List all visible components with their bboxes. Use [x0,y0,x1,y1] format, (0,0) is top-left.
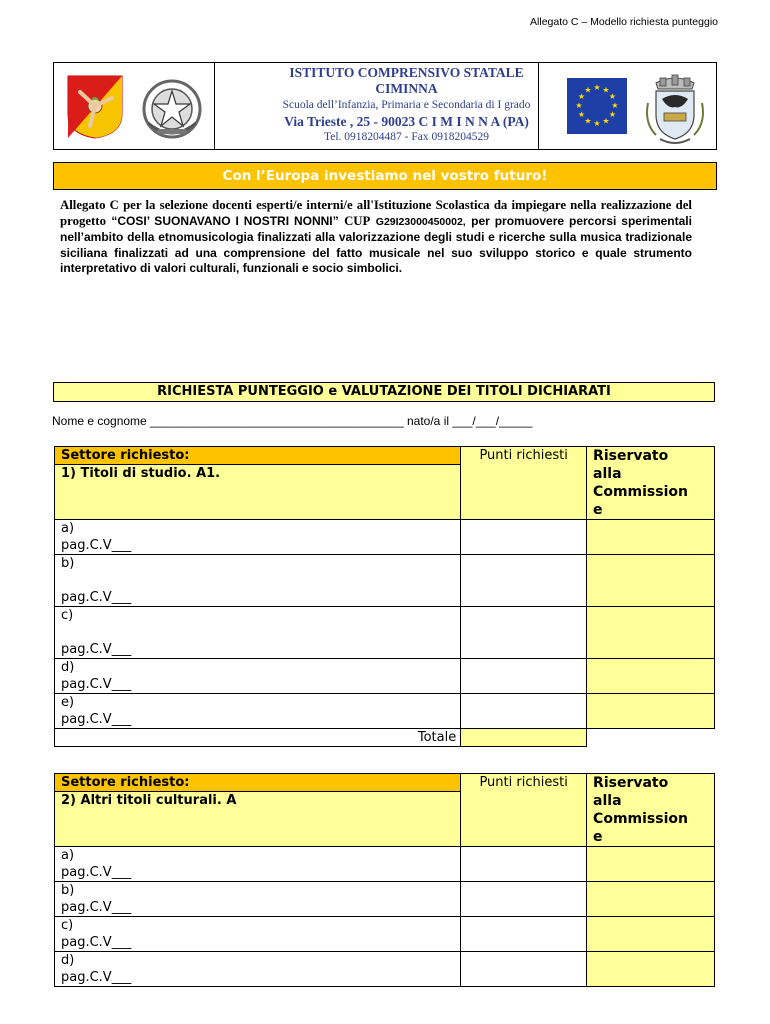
table1-col-punti: Punti richiesti [461,447,587,520]
row-letter: b) [61,883,75,898]
riservato-line: e [593,502,603,518]
europe-banner: Con l’Europa investiamo nel vostro futuro! [53,162,717,190]
european-union-flag [567,78,627,134]
row-page: pag.C.V___ [61,935,132,950]
table-row [55,952,715,987]
row-label [55,917,461,952]
row-page: pag.C.V___ [61,970,132,985]
riservato-line: alla [593,793,622,809]
altri-titoli-table [54,773,715,987]
table2-col-punti: Punti richiesti [461,774,587,847]
riservato-cell [587,694,715,729]
document-label: Allegato C – Modello richiesta punteggio [530,16,718,28]
svg-text:★: ★ [584,85,592,95]
table2-col-riservato [587,774,715,847]
punti-input-cell[interactable] [461,520,587,555]
row-page: pag.C.V___ [61,642,132,657]
riservato-line: e [593,829,603,845]
school-name-line2: CIMINNA [375,81,438,96]
row-letter: d) [61,660,75,675]
svg-text:★: ★ [575,101,583,110]
riservato-line: Riservato [593,448,669,464]
intro-paragraph [60,198,692,277]
ciminna-coat-of-arms [642,73,708,147]
riservato-line: Riservato [593,775,669,791]
titoli-studio-table [54,446,715,747]
svg-text:★: ★ [577,110,586,119]
riservato-line: Commission [593,811,688,827]
riservato-cell [587,659,715,694]
table-row [55,694,715,729]
table2-title: 2) Altri titoli culturali. A [61,793,237,808]
row-page: pag.C.V___ [61,712,132,727]
punti-input-cell[interactable] [461,607,587,659]
row-letter: e) [61,695,75,710]
italian-republic-emblem [140,77,204,141]
row-letter: c) [61,918,74,933]
table1-title: 1) Titoli di studio. A1. [61,466,221,481]
header-divider [538,63,539,149]
svg-text:★: ★ [611,101,619,110]
punti-input-cell[interactable] [461,694,587,729]
school-name-line1: ISTITUTO COMPRENSIVO STATALE [289,65,524,80]
svg-text:★: ★ [608,92,617,101]
riservato-line: alla [593,466,622,482]
riservato-cell [587,847,715,882]
totale-row [55,729,715,747]
svg-text:★: ★ [593,83,601,92]
intro-project: “COSI’ SUONAVANO I NOSTRI NONNI” [111,213,339,228]
svg-text:★: ★ [608,110,617,119]
row-letter: a) [61,521,75,536]
row-page: pag.C.V___ [61,538,132,553]
school-contacts: Tel. 0918204487 - Fax 0918204529 [324,131,489,143]
punti-input-cell[interactable] [461,659,587,694]
svg-text:★: ★ [602,85,610,95]
row-page: pag.C.V___ [61,590,132,605]
row-label [55,847,461,882]
riservato-cell [587,555,715,607]
table-row [55,659,715,694]
school-subtitle: Scuola dell’Infanzia, Primaria e Secondaria di I grado [282,99,531,111]
row-page: pag.C.V___ [61,900,132,915]
riservato-cell [587,917,715,952]
intro-part2: per promuovere percorsi sperimentali nell’ambito della etnomusicologia finalizzati alla valorizzazione degli studi e ricerche sulla musica tradizionale siciliana finalizzati ad una comprensione del fatto musicale nel suo sviluppo storico e quale strumento interpretativo di valori culturali, funzionali e socio simbolici. [60,213,692,276]
intro-cup-label: CUP [344,213,371,228]
totale-label: Totale [55,729,461,747]
table-row [55,847,715,882]
table-row [55,555,715,607]
logo-cell [54,63,215,149]
svg-text:★: ★ [593,119,601,128]
table-row [55,882,715,917]
row-page: pag.C.V___ [61,677,132,692]
table1-settore: Settore richiesto: [55,447,460,465]
row-label [55,952,461,987]
punti-input-cell[interactable] [461,917,587,952]
row-page: pag.C.V___ [61,865,132,880]
riservato-cell [587,882,715,917]
svg-text:★: ★ [577,92,586,101]
row-label [55,607,461,659]
punti-input-cell[interactable] [461,952,587,987]
table-row [55,917,715,952]
row-label [55,882,461,917]
table-row [55,520,715,555]
row-label [55,694,461,729]
sicily-region-logo [66,74,124,140]
school-address: Via Trieste , 25 - 90023 C I M I N N A (PA) [284,114,529,129]
totale-input-cell[interactable] [461,729,587,747]
school-header [53,62,717,150]
table-row [55,607,715,659]
intro-part1: Allegato C per la selezione docenti esperti/e interni/e all'Istituzione Scolastica da impiegare nella realizzazione del progetto [60,198,692,228]
riservato-cell [587,952,715,987]
punti-input-cell[interactable] [461,847,587,882]
row-label [55,555,461,607]
nome-cognome-line: Nome e cognome ______________________________________ nato/a il ___/___/_____ [52,414,533,428]
riservato-line: Commission [593,484,688,500]
empty-cell [587,729,715,747]
table2-settore: Settore richiesto: [55,774,460,792]
table1-col-riservato [587,447,715,520]
punti-input-cell[interactable] [461,882,587,917]
intro-cup-code: G29I23000450002, [375,215,466,228]
row-letter: b) [61,556,75,571]
table1-header-cell [55,447,461,520]
row-label [55,520,461,555]
row-letter: a) [61,848,75,863]
section-title: RICHIESTA PUNTEGGIO e VALUTAZIONE DEI TITOLI DICHIARATI [53,382,715,402]
row-letter: c) [61,608,74,623]
punti-input-cell[interactable] [461,555,587,607]
school-info [215,63,601,149]
riservato-cell [587,520,715,555]
row-label [55,659,461,694]
svg-text:★: ★ [584,116,592,126]
row-letter: d) [61,953,75,968]
riservato-cell [587,607,715,659]
table2-header-cell [55,774,461,847]
svg-text:★: ★ [602,116,610,126]
